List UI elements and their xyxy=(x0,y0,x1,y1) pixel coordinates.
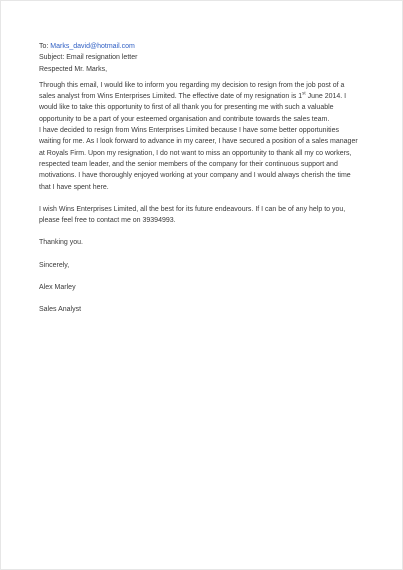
paragraph-line: Through this email, I would like to inform you regarding my decision to resign from the job post of a xyxy=(39,81,345,89)
paragraph-line: sales analyst from Wins Enterprises Limited. The effective date of my resignation is 1st June 2014. I xyxy=(39,90,347,101)
date-ordinal: st xyxy=(302,90,306,96)
paragraph-line: respected team leader, and the senior members of the company for their continuous support and xyxy=(39,160,338,168)
to-label: To: xyxy=(39,43,49,50)
to-line xyxy=(39,41,369,52)
paragraph-line: I have decided to resign from Wins Enterprises Limited because I have some better opportunities xyxy=(39,127,339,135)
sender-title: Sales Analyst xyxy=(39,306,82,314)
paragraph-line: I wish Wins Enterprises Limited, all the best for its future endeavours. If I can be of any help to you, xyxy=(39,205,346,213)
paragraph-line: please feel free to contact me on 39394993. xyxy=(39,217,176,225)
salutation: Respected Mr. Marks, xyxy=(39,65,108,73)
letter-body xyxy=(39,41,369,316)
sender-name: Alex Marley xyxy=(39,284,76,292)
paragraph-line: opportunity to be a part of your esteemed organisation and contribute towards the sales team. xyxy=(39,115,330,123)
paragraph-line: would like to take this opportunity to first of all thank you for presenting me with such a valuable xyxy=(39,104,334,112)
subject-line: Subject: Email resignation letter xyxy=(39,54,138,62)
paragraph-line: at Royals Firm. Upon my resignation, I do not want to miss an opportunity to thank all my co workers, xyxy=(39,149,352,157)
paragraph-line: waiting for me. As I look forward to advance in my career, I have secured a position of a sales manager xyxy=(39,138,358,146)
thanks-line: Thanking you. xyxy=(39,239,83,247)
paragraph-line: motivations. I have thoroughly enjoyed working at your company and I would always cherish the time xyxy=(39,172,351,180)
paragraph-1 xyxy=(39,80,369,193)
to-email-link[interactable]: Marks_david@hotmail.com xyxy=(50,43,135,50)
signoff-line: Sincerely, xyxy=(39,261,70,269)
paragraph-line: that I have spent here. xyxy=(39,183,109,191)
paragraph-2 xyxy=(39,204,369,227)
